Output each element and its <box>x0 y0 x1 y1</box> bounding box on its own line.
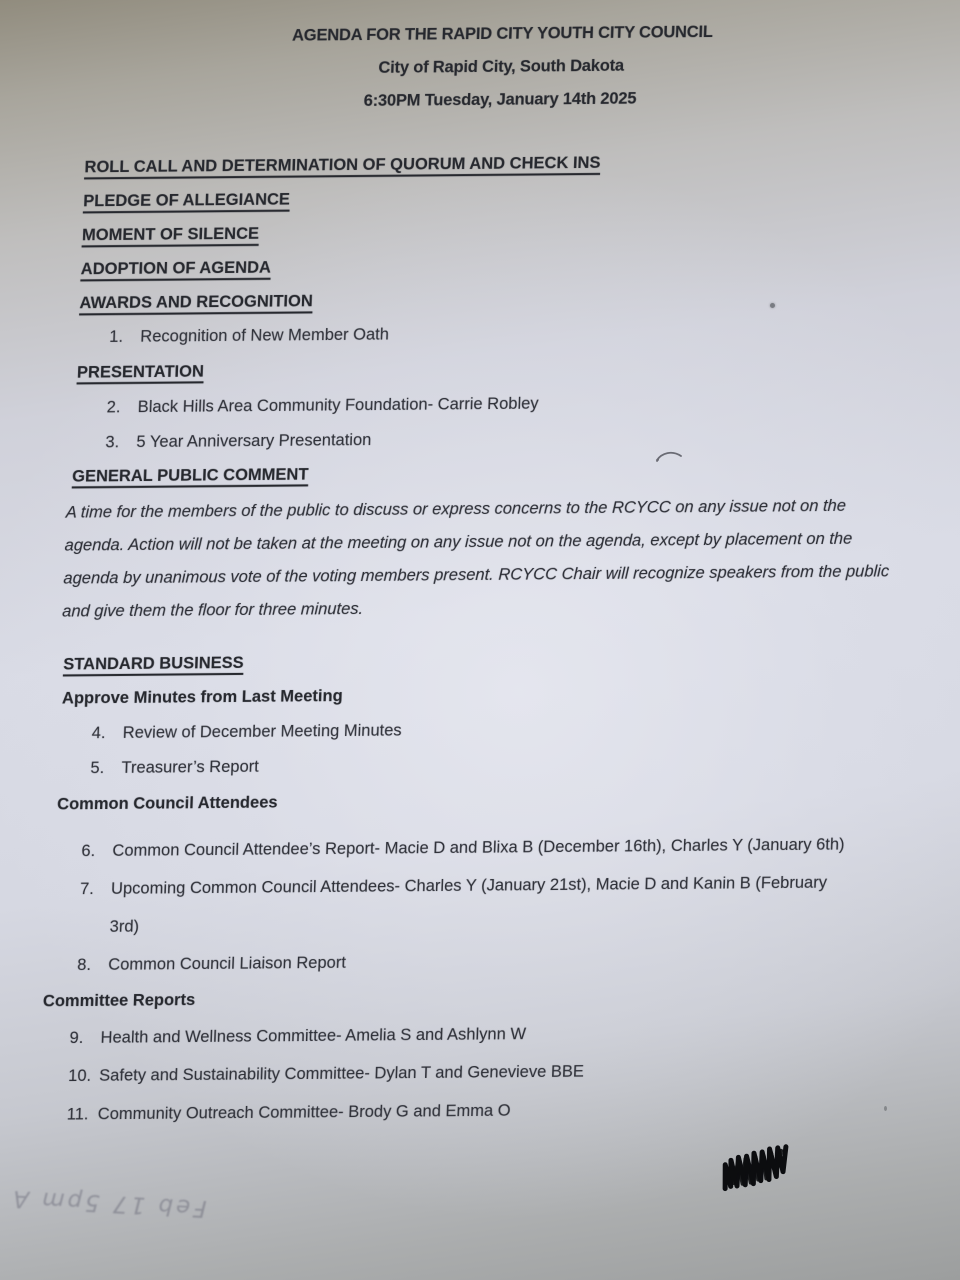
page-subtitle-datetime: 6:30PM Tuesday, January 14th 2025 <box>363 89 637 111</box>
ink-speck <box>770 303 775 308</box>
agenda-item-11 <box>66 1088 890 1133</box>
agenda-item-text: 5 Year Anniversary Presentation <box>136 430 372 451</box>
agenda-item-text: Black Hills Area Community Foundation- Carrie Robley <box>137 394 539 416</box>
subheading-common-council-attendees: Common Council Attendees <box>56 793 278 814</box>
agenda-item-text: Upcoming Common Council Attendees- Charles Y (January 21st), Macie D and Kanin B (February 3rd) <box>109 873 828 936</box>
ink-speck <box>884 1106 887 1111</box>
section-heading-roll-call: ROLL CALL AND DETERMINATION OF QUORUM AND CHECK INS <box>84 153 601 177</box>
agenda-item-number: 9. <box>69 1029 84 1048</box>
agenda-item-number: 6. <box>81 842 96 861</box>
subheading-committee-reports: Committee Reports <box>42 991 196 1011</box>
agenda-item-number: 4. <box>91 724 106 743</box>
section-heading-adoption: ADOPTION OF AGENDA <box>80 258 272 279</box>
agenda-item-number: 3. <box>105 433 120 452</box>
page-subtitle-city: City of Rapid City, South Dakota <box>378 56 625 77</box>
agenda-item-number: 1. <box>108 328 124 347</box>
agenda-item-text: Review of December Meeting Minutes <box>122 721 403 742</box>
subheading-approve-minutes: Approve Minutes from Last Meeting <box>61 687 344 708</box>
agenda-item-number: 8. <box>76 956 92 975</box>
section-heading-general-public-comment: GENERAL PUBLIC COMMENT <box>71 465 309 486</box>
section-heading-moment-of-silence: MOMENT OF SILENCE <box>81 224 260 245</box>
section-heading-standard-business: STANDARD BUSINESS <box>62 653 244 674</box>
section-heading-awards: AWARDS AND RECOGNITION <box>79 292 314 313</box>
agenda-item-7 <box>78 863 898 946</box>
agenda-item-text: Health and Wellness Committee- Amelia S and Ashlynn W <box>100 1025 527 1048</box>
agenda-item-text: Common Council Liaison Report <box>107 953 347 974</box>
page-title: AGENDA FOR THE RAPID CITY YOUTH CITY COUNCIL <box>291 22 714 45</box>
agenda-item-text: Safety and Sustainability Committee- Dylan T and Genevieve BBE <box>98 1062 585 1086</box>
agenda-item-text: Treasurer’s Report <box>121 757 260 777</box>
agenda-item-text: Common Council Attendee’s Report- Macie D and Blixa B (December 16th), Charles Y (January 6th) <box>112 835 845 860</box>
agenda-item-number: 10. <box>67 1067 92 1086</box>
public-comment-paragraph: A time for the members of the public to discuss or express concerns to the RCYCC on any issue not on the agenda. Action will not be taken at the meeting on any issue not on the agenda, except by placement on the agenda by unanimous vote of the voting members present. RCYCC Chair will recognize speakers from the public and give them the floor for three minutes. <box>61 496 890 621</box>
agenda-item-text: Recognition of New Member Oath <box>139 325 390 346</box>
agenda-item-number: 2. <box>106 398 121 417</box>
agenda-item-number: 7. <box>79 880 95 899</box>
handwritten-note: Feb 17 5pm A <box>9 1184 208 1222</box>
agenda-item-text: Community Outreach Committee- Brody G and Emma O <box>97 1101 511 1124</box>
section-heading-pledge: PLEDGE OF ALLEGIANCE <box>82 190 291 211</box>
agenda-item-number: 5. <box>90 759 105 778</box>
document-title-block <box>39 14 960 121</box>
ink-scribble-icon <box>714 1140 800 1192</box>
section-heading-presentation: PRESENTATION <box>76 362 205 382</box>
pen-mark-icon <box>653 448 685 466</box>
agenda-item-number: 11. <box>66 1105 89 1124</box>
